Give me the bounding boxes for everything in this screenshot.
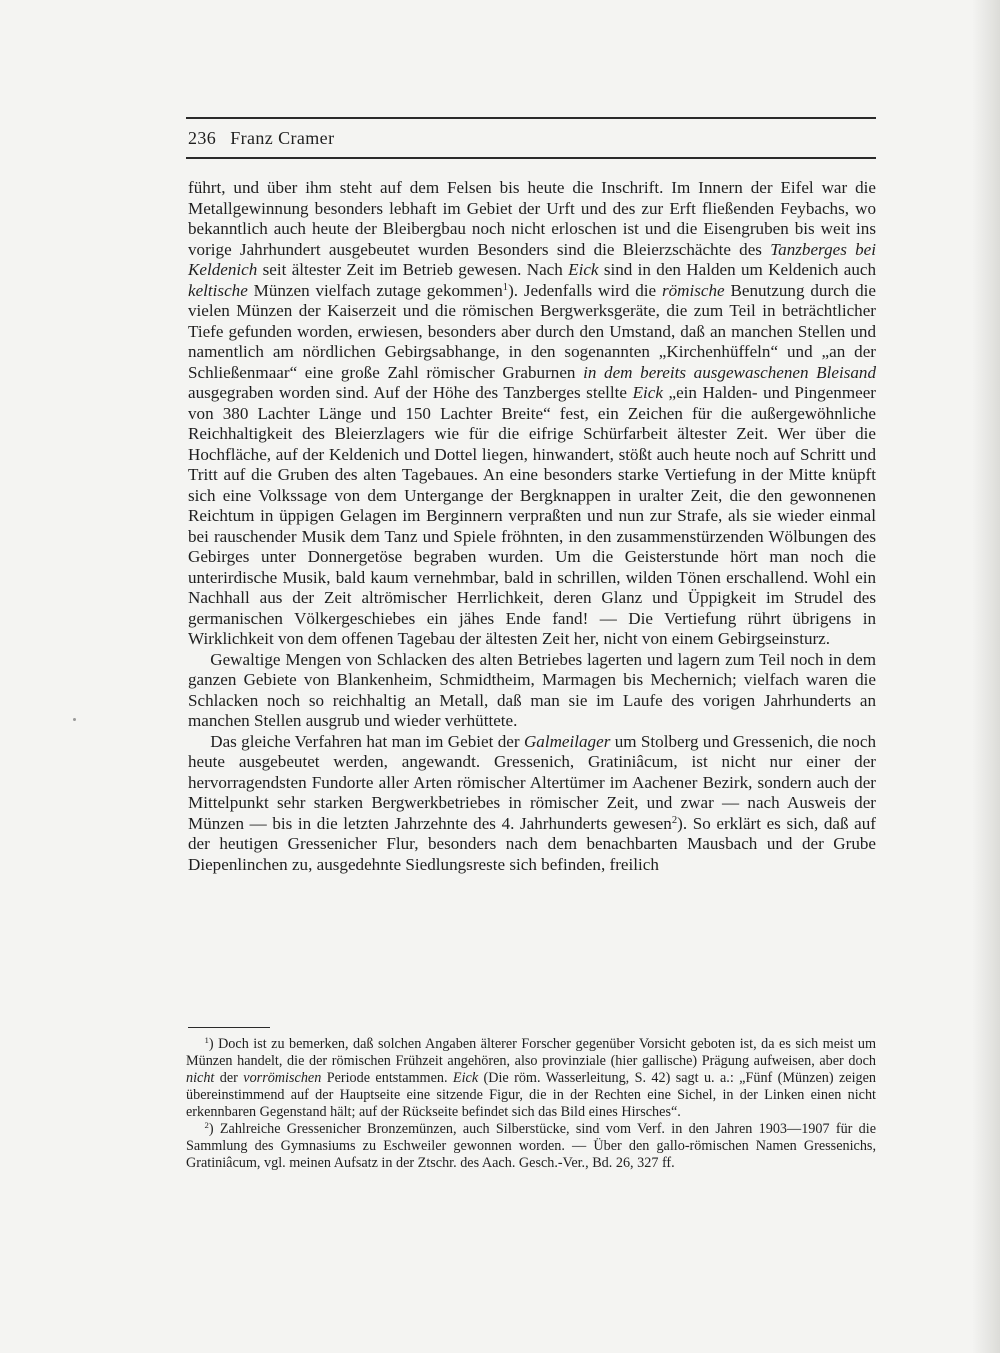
emphasis-run: Eick <box>452 1070 479 1086</box>
emphasis-run: nicht <box>186 1070 215 1086</box>
running-title: Franz Cramer <box>230 128 335 148</box>
running-header <box>186 117 876 159</box>
text-run: sind in den Halden um Keldenich auch <box>598 260 876 279</box>
text-run: Gewaltige Mengen von Schlacken des alten Betriebes lagerten und lagern zum Teil noch in dem ganzen Gebiete von Blankenheim, Schmidtheim, Marmagen bis Mechernich; vielfach waren die Schlacken noch so reichhaltig an Metall, daß man sie im Laufe des vorigen Jahrhunderts an manchen Stellen ausgrub und wieder verhüttete. <box>188 649 876 730</box>
scan-speck <box>73 718 76 721</box>
paragraph-2 <box>188 650 876 732</box>
text-run: Periode entstammen. <box>321 1070 453 1086</box>
page-edge-shadow <box>972 0 1000 1353</box>
text-run: um Stolberg und Gressenich, die noch heute ausgebeutet werden, angewandt. Gressenich, Gratiniâcum, ist nicht nur einer der hervorragendsten Fundorte aller Arten römischer Altertümer im Aachener Bezirk, sondern auch der Mittelpunkt sehr starken Bergwerkbetriebes in römischer Zeit, und zwar — nach Ausweis der Münzen — bis in die letzten Jahrzehnte des 4. Jahrhunderts gewesen <box>188 731 876 833</box>
text-run: (Die röm. Wasserleitung, S. 42) sagt u. a.: „Fünf (Münzen) zeigen übereinstimmend auf der Hauptseite eine sitzende Figur, die in der Rechten eine Sichel, in der Linken einen nicht erkennbaren Gegenstand hält; auf der Rückseite befindet sich das Bild eines Hirsches“. <box>186 1070 876 1120</box>
text-run: seit ältester Zeit im Betrieb gewesen. Nach <box>257 260 569 279</box>
emphasis-run: keltische <box>188 280 248 300</box>
emphasis-run: Tanzberges bei Keldenich <box>188 239 876 279</box>
emphasis-run: römische <box>661 280 725 300</box>
text-run: Das gleiche Verfahren hat man im Gebiet der <box>210 731 524 751</box>
text-run: der <box>214 1070 244 1086</box>
text-run: führt, und über ihm steht auf dem Felsen bis heute die Inschrift. Im Innern der Eifel war die Metallgewinnung besonders lebhaft im Gebiet der Urft und des zur Erft fließenden Feybachs, wo bekanntlich auch heute der Bleibergbau noch nicht erloschen ist und die Eisengruben bis weit ins vorige Jahrhundert ausgebeutet wurden Besonders sind die Bleierzschächte des <box>188 178 876 259</box>
emphasis-run: Galmeilager <box>523 731 611 751</box>
footnotes <box>186 1036 876 1172</box>
emphasis-run: Eick <box>568 260 599 279</box>
emphasis-run: Eick <box>632 383 663 402</box>
emphasis-run: in dem bereits ausgewaschenen Bleisand <box>583 362 876 382</box>
header-text <box>188 128 348 149</box>
text-run: Münzen vielfach zutage gekommen <box>247 280 503 300</box>
text-run: ausgegraben worden sind. Auf der Höhe des Tanzberges stellte <box>188 383 633 402</box>
footnote-ref: 2 <box>204 1120 209 1131</box>
paragraph-1 <box>188 178 876 650</box>
footnote-1 <box>186 1036 876 1121</box>
footnote-ref: 1 <box>502 281 509 293</box>
text-run: ). So erklärt es sich, daß auf der heutigen Gressenicher Flur, besonders nach dem benachbarten Mausbach und der Grube Diepenlinchen zu, ausgedehnte Siedlungsreste sich befinden, freilich <box>188 813 876 874</box>
footnote-ref: 1 <box>204 1035 209 1046</box>
text-run: ) Zahlreiche Gressenicher Bronzemünzen, auch Silberstücke, sind vom Verf. in den Jahren 1903—1907 für die Sammlung des Gymnasiums zu Eschweiler gewonnen worden. — Über den gallo-römischen Namen Gressenichs, Gratiniâcum, vgl. meinen Aufsatz in der Ztschr. des Aach. Gesch.-Ver., Bd. 26, 327 ff. <box>186 1121 876 1171</box>
footnote-separator <box>188 1027 270 1028</box>
page-number: 236 <box>188 128 217 148</box>
emphasis-run: vorrömischen <box>243 1070 322 1086</box>
text-run: ). Jedenfalls wird die <box>508 280 662 300</box>
text-run: Benutzung durch die vielen Münzen der Kaiserzeit und die römischen Bergwerksgeräte, die zum Teil in beträchtlicher Tiefe gefunden worden, erwiesen, besonders aber durch den Umstand, daß an manchen Stellen und namentlich am nördlichen Gebirgsabhange, in den sogenannten „Kirchenhüffeln“ und „an der Schließenmaar“ eine große Zahl römischer Graburnen <box>188 280 876 382</box>
main-text <box>188 178 876 875</box>
text-run: ) Doch ist zu bemerken, daß solchen Angaben älterer Forscher gegenüber Vorsicht geboten ist, da es sich meist um Münzen handelt, die der römischen Frühzeit angehören, also provinziale (hier gallische) Prägung aufweisen, aber doch <box>186 1036 876 1069</box>
footnote-2 <box>186 1121 876 1172</box>
footnote-ref: 2 <box>671 814 678 826</box>
text-run: „ein Halden- und Pingenmeer von 380 Lachter Länge und 150 Lachter Breite“ fest, ein Zeichen für die außergewöhnliche Reichhaltigkeit des Bleierzlagers wie für die eifrige Schürfarbeit ältester Zeit. Wer über die Hochfläche, auf der Keldenich und Dottel liegen, hinwandert, stößt auch heute noch auf Schritt und Tritt auf die Gruben des alten Tagebaues. An eine besonders starke Vertiefung in der Mitte knüpft sich eine Volkssage von dem Untergange der Bergknappen in uralter Zeit, die den gewonnenen Reichtum in üppigen Gelagen im Berginnern verpraßten und nun zur Strafe, als sie wieder einmal bei rauschender Musik dem Tanz und Spiele fröhnten, in den zusammenstürzenden Wölbungen des Gebirges unter Donnergetöse begraben wurden. Um die Geisterstunde hört man noch die unterirdische Musik, bald kaum vernehmbar, bald in schrillen, wilden Tönen erschallend. Wohl ein Nachhall aus der Zeit altrömischer Herrlichkeit, deren Glanz und Üppigkeit im Strudel des germanischen Völkergeschiebes ein jähes Ende fand! — Die Vertiefung rührt übrigens in Wirklichkeit von dem offenen Tagebau der ältesten Zeit her, nicht von einem Gebirgseinsturz. <box>188 383 876 648</box>
paragraph-3 <box>188 732 876 876</box>
